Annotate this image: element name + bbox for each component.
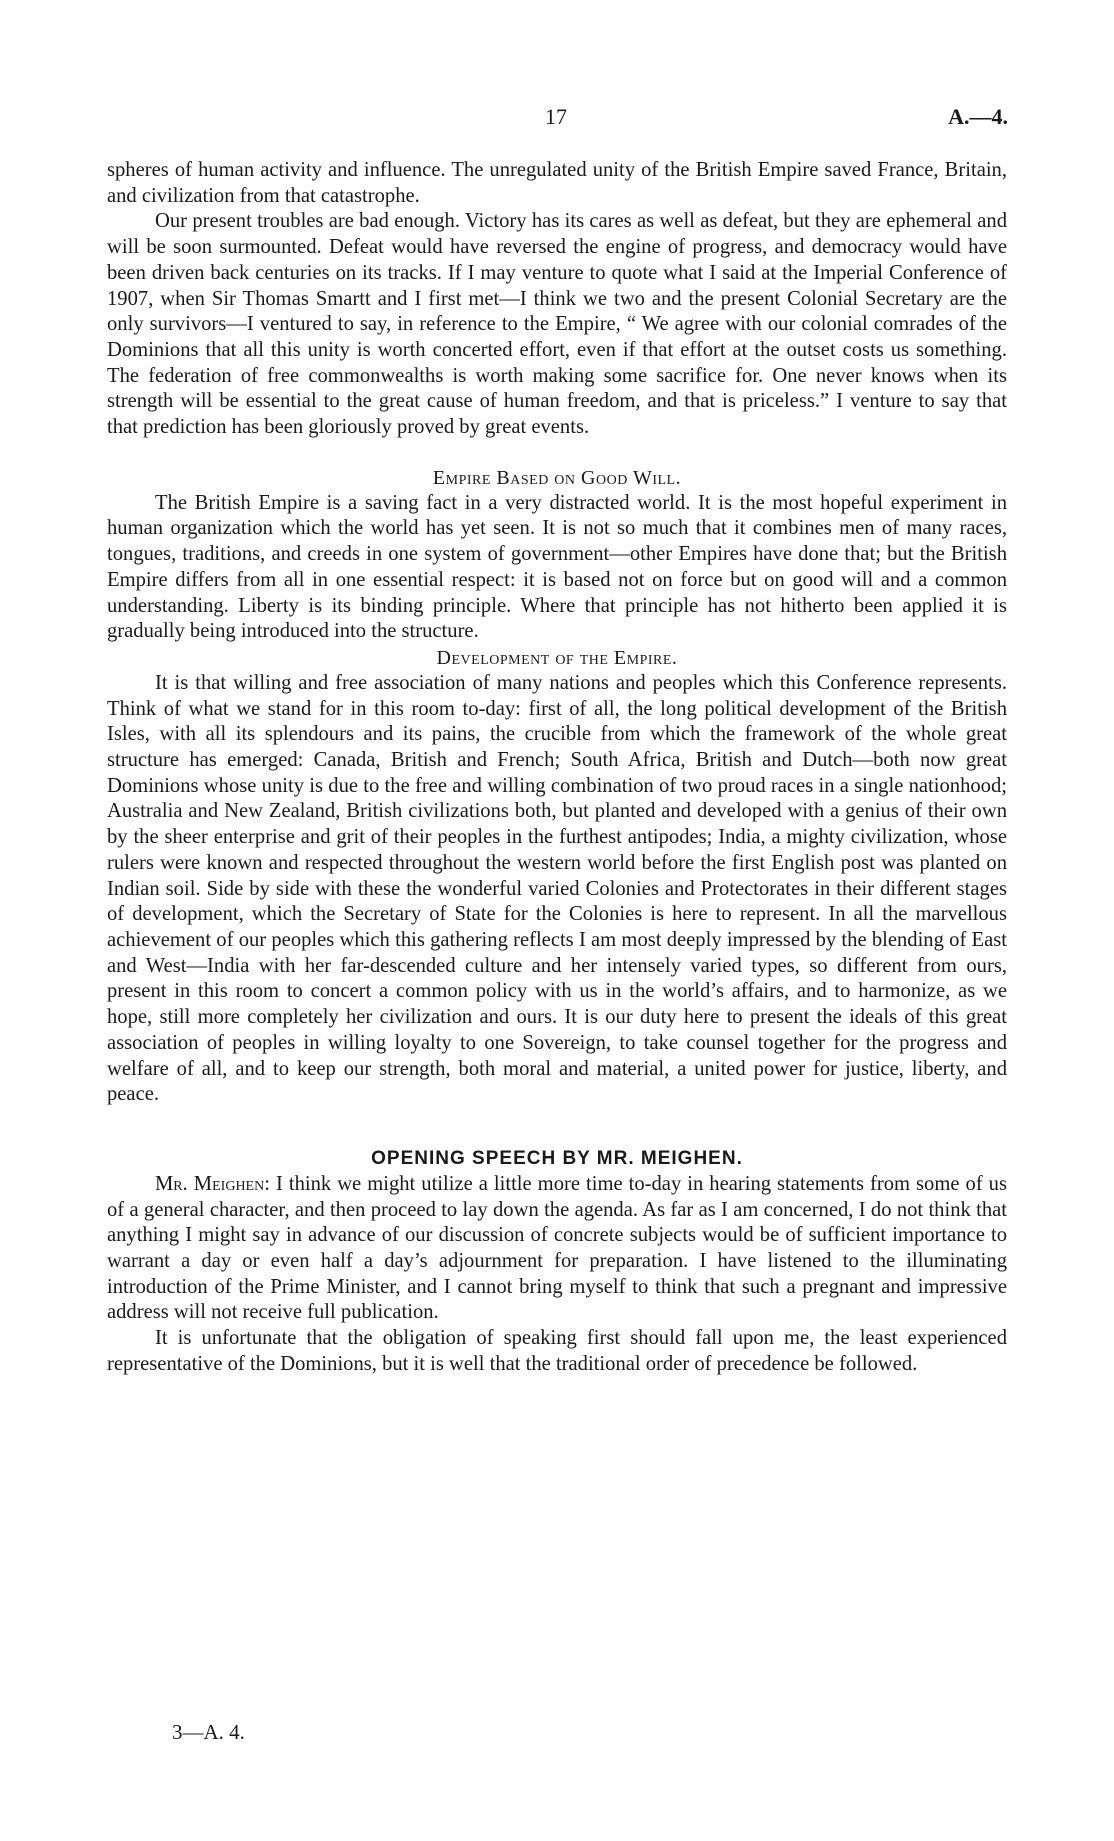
paragraph-british-empire: The British Empire is a saving fact in a very distracted world. It is the most hopeful experiment in human organization which the world has yet seen. It is not so much that it combines men of many races, tongues, traditions, and creeds in one system of government—other Empires have done that; but the British Empire differs from all in one essential respect: it is based not on force but on good will and a common understanding. Liberty is its binding principle. Where that principle has not hitherto been applied it is gradually being introduced into the structure. xyxy=(107,491,1007,643)
sheet-reference: 3—A. 4. xyxy=(172,1720,245,1744)
section-heading-empire-good-will: Empire Based on Good Will. xyxy=(432,466,682,489)
speech-text: : I think we might utilize a little more time to-day in hearing statements from some of us of a general character, and then proceed to lay down the agenda. As far as I am concerned, I do not think that anything I might say in advance of our discussion of concrete subjects would be of sufficient importance to warrant a day or even half a day’s adjournment for preparation. I have listened to the illuminating introduction of the Prime Minister, and I cannot bring myself to think that such a pregnant and impressive address will not receive full publication. xyxy=(107,1172,1007,1324)
document-reference: A.—4. xyxy=(948,104,1008,129)
section-heading-development: Development of the Empire. xyxy=(436,646,678,669)
paragraph-association: It is that willing and free association of many nations and peoples which this Conference represents. Think of what we stand for in this room to-day: first of all, the long political development of the British Isles, with all its splendours and its pains, the crucible from which the framework of the whole great structure has emerged: Canada, British and French; South Africa, British and Dutch—both now great Dominions whose unity is due to the free and willing combination of two proud races in a single nationhood; Australia and New Zealand, British civilizations both, but planted and developed with a genius of their own by the sheer enterprise and grit of their peoples in the furthest antipodes; India, a mighty civilization, whose rulers were known and respected throughout the western world before the first English post was planted on Indian soil. Side by side with these the wonderful varied Colonies and Protectorates in their different stages of development, which the Secretary of State for the Colonies is here to represent. In all the marvellous achievement of our peoples which this gathering reflects I am most deeply impressed by the blending of East and West—India with her far-descended culture and her intensely varied types, so different from ours, present in this room to concert a common policy with us in the world’s affairs, and to harmonize, as we hope, still more completely her civilization and ours. It is our duty here to present the ideals of this great association of peoples in willing loyalty to one Sovereign, to take counsel together for the progress and welfare of all, and to keep our strength, both moral and material, a united power for justice, liberty, and peace. xyxy=(107,671,1007,1106)
paragraph-continuation: spheres of human activity and influence. The unregulated unity of the British Empire saved France, Britain, and civilization from that catastrophe. xyxy=(107,159,1007,207)
speaker-name: Mr. Meighen xyxy=(155,1172,265,1195)
page-body xyxy=(107,158,1007,1378)
paragraph-meighen-speech xyxy=(107,1172,1007,1326)
page-header xyxy=(0,104,1114,134)
speech-heading: OPENING SPEECH BY MR. MEIGHEN. xyxy=(371,1147,743,1169)
page-number: 17 xyxy=(545,104,567,129)
paragraph-present-troubles: Our present troubles are bad enough. Victory has its cares as well as defeat, but they are ephemeral and will be soon surmounted. Defeat would have reversed the engine of progress, and democracy would have been driven back centuries on its tracks. If I may venture to quote what I said at the Imperial Conference of 1907, when Sir Thomas Smartt and I first met—I think we two and the present Colonial Secretary are the only survivors—I ventured to say, in reference to the Empire, “ We agree with our colonial comrades of the Dominions that all this unity is worth concerted effort, even if that effort at the outset costs us something. The federation of free commonwealths is worth making some sacrifice for. One never knows when its strength will be essential to the great cause of human freedom, and that is priceless.” I venture to say that that prediction has been gloriously proved by great events. xyxy=(107,210,1007,439)
paragraph-precedence: It is unfortunate that the obligation of speaking first should fall upon me, the least experienced representative of the Dominions, but it is well that the traditional order of precedence be followed. xyxy=(107,1327,1007,1375)
